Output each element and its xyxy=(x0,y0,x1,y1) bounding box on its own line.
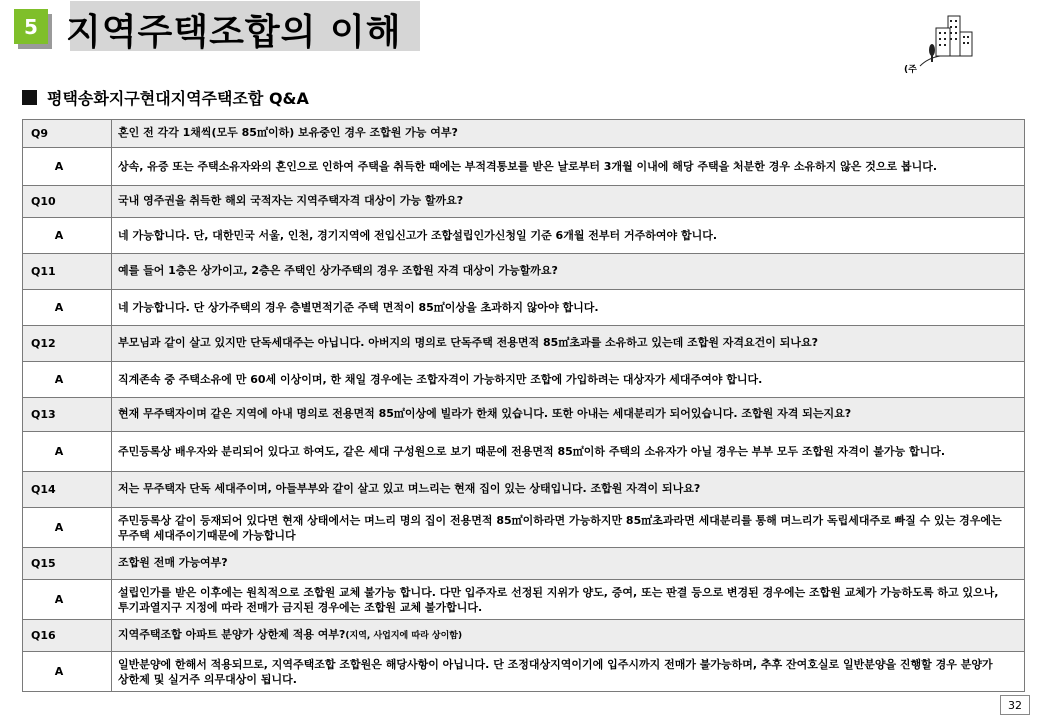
answer-row xyxy=(23,362,1025,398)
black-square-icon xyxy=(22,90,37,105)
question-body: 조합원 전매 가능여부? xyxy=(118,556,228,569)
question-row xyxy=(23,398,1025,432)
qa-table xyxy=(22,119,1025,692)
question-row xyxy=(23,620,1025,652)
answer-text: 상속, 유증 또는 주택소유자와의 혼인으로 인하여 주택을 취득한 때에는 부적격통보를 받은 날로부터 3개월 이내에 해당 주택을 처분한 경우 소유하지 않은 것으로 봅니다. xyxy=(112,148,1025,186)
section-number: 5 xyxy=(14,9,48,44)
logo-caption: (주 xyxy=(904,65,917,75)
page-title: 지역주택조합의 이해 xyxy=(66,12,402,53)
answer-label: A xyxy=(23,508,112,548)
question-row xyxy=(23,254,1025,290)
company-logo xyxy=(900,12,980,76)
answer-label: A xyxy=(23,218,112,254)
question-label: Q11 xyxy=(23,254,112,290)
answer-text: 주민등록상 배우자와 분리되어 있다고 하여도, 같은 세대 구성원으로 보기 때문에 전용면적 85㎡이하 주택의 소유자가 아닐 경우는 부부 모두 조합원 자격이 불가능 합니다. xyxy=(112,432,1025,472)
question-label: Q14 xyxy=(23,472,112,508)
answer-row xyxy=(23,218,1025,254)
answer-label: A xyxy=(23,362,112,398)
answer-row xyxy=(23,432,1025,472)
answer-row xyxy=(23,652,1025,692)
question-body: 지역주택조합 아파트 분양가 상한제 적용 여부? xyxy=(118,628,346,641)
question-text xyxy=(112,398,1025,432)
question-text xyxy=(112,620,1025,652)
question-body: 부모님과 같이 살고 있지만 단독세대주는 아닙니다. 아버지의 명의로 단독주택 전용면적 85㎡초과를 소유하고 있는데 조합원 자격요건이 되나요? xyxy=(118,336,818,349)
answer-label: A xyxy=(23,652,112,692)
page-number: 32 xyxy=(1000,695,1030,715)
question-row xyxy=(23,186,1025,218)
question-label: Q9 xyxy=(23,120,112,148)
question-row xyxy=(23,472,1025,508)
section-badge xyxy=(14,9,52,49)
answer-label: A xyxy=(23,148,112,186)
question-body: 예를 들어 1층은 상가이고, 2층은 주택인 상가주택의 경우 조합원 자격 대상이 가능할까요? xyxy=(118,264,558,277)
answer-row xyxy=(23,290,1025,326)
answer-text: 직계존속 중 주택소유에 만 60세 이상이며, 한 채일 경우에는 조합자격이 가능하지만 조합에 가입하려는 대상자가 세대주여야 합니다. xyxy=(112,362,1025,398)
answer-label: A xyxy=(23,580,112,620)
answer-text: 설립인가를 받은 이후에는 원칙적으로 조합원 교체 불가능 합니다. 다만 입주자로 선정된 지위가 양도, 증여, 또는 판결 등으로 변경된 경우에는 조합원 교체가 가능하도록 하고 있으나, 투기과열지구 지정에 따라 전매가 금지된 경우에는 조합원 교체 불가합니다. xyxy=(112,580,1025,620)
question-label: Q12 xyxy=(23,326,112,362)
answer-row xyxy=(23,508,1025,548)
question-row xyxy=(23,548,1025,580)
answer-text: 네 가능합니다. 단 상가주택의 경우 층별면적기준 주택 면적이 85㎡이상을 초과하지 않아야 합니다. xyxy=(112,290,1025,326)
subtitle-text: 평택송화지구현대지역주택조합 Q&A xyxy=(47,89,309,108)
section-subtitle xyxy=(22,86,309,109)
question-body: 국내 영주권을 취득한 해외 국적자는 지역주택자격 대상이 가능 할까요? xyxy=(118,194,464,207)
answer-text: 네 가능합니다. 단, 대한민국 서울, 인천, 경기지역에 전입신고가 조합설립인가신청일 기준 6개월 전부터 거주하여야 합니다. xyxy=(112,218,1025,254)
question-body: 혼인 전 각각 1채씩(모두 85㎡이하) 보유중인 경우 조합원 가능 여부? xyxy=(118,126,458,139)
question-body: 현재 무주택자이며 같은 지역에 아내 명의로 전용면적 85㎡이상에 빌라가 한채 있습니다. 또한 아내는 세대분리가 되어있습니다. 조합원 자격 되는지요? xyxy=(118,407,852,420)
question-text xyxy=(112,326,1025,362)
answer-row xyxy=(23,148,1025,186)
question-row xyxy=(23,326,1025,362)
question-label: Q13 xyxy=(23,398,112,432)
question-label: Q10 xyxy=(23,186,112,218)
question-text xyxy=(112,254,1025,290)
answer-text: 주민등록상 같이 등재되어 있다면 현재 상태에서는 며느리 명의 집이 전용면적 85㎡이하라면 가능하지만 85㎡초과라면 세대분리를 통해 며느리가 독립세대주로 빠질 수 있는 경우에는 무주택 세대주이기때문에 가능합니다 xyxy=(112,508,1025,548)
answer-text: 일반분양에 한해서 적용되므로, 지역주택조합 조합원은 해당사항이 아닙니다. 단 조정대상지역이기에 입주시까지 전매가 불가능하며, 추후 잔여호실로 일반분양을 진행할 경우 분양가 상한제 및 실거주 의무대상이 됩니다. xyxy=(112,652,1025,692)
question-row xyxy=(23,120,1025,148)
question-label: Q16 xyxy=(23,620,112,652)
question-text xyxy=(112,548,1025,580)
answer-label: A xyxy=(23,432,112,472)
answer-row xyxy=(23,580,1025,620)
question-text xyxy=(112,472,1025,508)
question-body: 저는 무주택자 단독 세대주이며, 아들부부와 같이 살고 있고 며느리는 현재 집이 있는 상태입니다. 조합원 자격이 되나요? xyxy=(118,482,701,495)
question-text xyxy=(112,186,1025,218)
answer-label: A xyxy=(23,290,112,326)
question-label: Q15 xyxy=(23,548,112,580)
question-text xyxy=(112,120,1025,148)
question-note: (지역, 사업지에 따라 상이함) xyxy=(345,631,463,641)
